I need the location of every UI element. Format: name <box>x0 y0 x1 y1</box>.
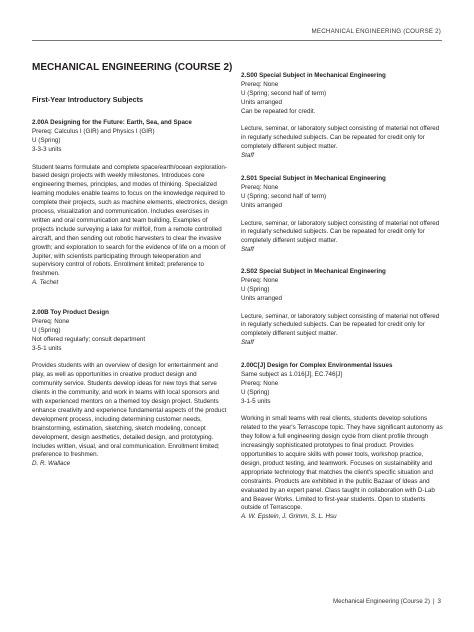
page-title: MECHANICAL ENGINEERING (COURSE 2) <box>32 62 233 73</box>
subject-title: 2.S00 Special Subject in Mechanical Engineering <box>241 72 386 79</box>
subject-instructor: A. Techet <box>32 279 59 287</box>
running-head: MECHANICAL ENGINEERING (COURSE 2) <box>311 28 441 35</box>
subject-title: 2.S01 Special Subject in Mechanical Engineering <box>241 175 386 182</box>
subject-units: Units arranged <box>241 201 282 209</box>
header-rule <box>32 40 442 41</box>
subject-prereq: Prereq: None <box>241 379 279 387</box>
subject-offering: Not offered regularly; consult department <box>32 335 146 343</box>
subject-units: 3-5-1 units <box>32 344 62 352</box>
subject-units: 3-1-5 units <box>241 397 271 405</box>
subject-units: Units arranged <box>241 294 282 302</box>
subject-prereq: Prereq: None <box>241 183 279 191</box>
subject-description: Lecture, seminar, or laboratory subject consisting of material not offered in regularly scheduled subjects. Can be repeated for credit only for completely different subject matter. <box>241 125 440 151</box>
subject-instructor: A. W. Epstein, J. Grimm, S. L. Hsu <box>241 513 337 521</box>
subject-description: Student teams formulate and complete space/earth/ocean exploration-based design projects with weekly milestones. Introduces core engineering themes, principles, and modes of thinking. Specialized learning modules enable teams to focus on the knowledge required to complete their projects, such as machine elements, electronics, design process, visualization and communication. Includes exercises in written and oral communication and team building. Examples of projects include surveying a lake for millfoil, from a remote controlled aircraft, and then sending out robotic harvesters to clear the invasive growth; and exploration to search for the evidence of life on a moon of Jupiter, with scientists participating through teleoperation and supervisory control of robots. Enrollment limited; preference to freshmen. <box>32 163 228 278</box>
subject-same-as: Same subject as 1.016[J], EC.746[J] <box>241 370 343 378</box>
footer-separator: | <box>432 598 435 605</box>
subject-term: U (Spring) <box>32 136 61 144</box>
subject-title: 2.00A Designing for the Future: Earth, Sea, and Space <box>32 119 192 126</box>
subject-instructor: Staff <box>241 339 254 347</box>
subject-description: Provides students with an overview of design for entertainment and play, as well as opportunities in creative product design and community service. Students develop ideas for new toys that serve clients in the community, and work in teams with local sponsors and with experienced mentors on a themed toy design project. Students enhance creativity and experience fundamental aspects of the product development process, including determining customer needs, brainstorming, estimation, sketching, sketch modeling, concept development, design aesthetics, detailed design, and prototyping. Includes written, visual, and oral communication. Enrollment limited; preference to freshmen. <box>32 362 227 459</box>
subject-units: 3-3-3 units <box>32 145 62 153</box>
subject-description: Lecture, seminar, or laboratory subject consisting of material not offered in regularly scheduled subjects. Can be repeated for credit only for completely different subject matter. <box>241 219 440 245</box>
subject-title: 2.S02 Special Subject in Mechanical Engineering <box>241 268 386 275</box>
section-heading: First-Year Introductory Subjects <box>32 95 144 104</box>
subject-2-00c <box>241 362 444 522</box>
subject-prereq: Prereq: None <box>241 80 279 88</box>
subject-instructor: D. R. Wallace <box>32 460 71 468</box>
subject-description: Lecture, seminar, or laboratory subject consisting of material not offered in regularly scheduled subjects. Can be repeated for credit only for completely different subject matter. <box>241 312 440 338</box>
subject-2-s01 <box>241 175 444 255</box>
subject-prereq: Prereq: Calculus I (GIR) and Physics I (GIR) <box>32 127 155 135</box>
subject-2-s02 <box>241 268 444 348</box>
subject-2-00b <box>32 309 228 469</box>
subject-prereq: Prereq: None <box>32 317 70 325</box>
footer-label: Mechanical Engineering (Course 2) <box>332 598 430 605</box>
subject-term: U (Spring) <box>241 285 270 293</box>
subject-title: 2.00C[J] Design for Complex Environmental Issues <box>241 362 393 369</box>
page-footer <box>333 598 441 605</box>
subject-2-00a <box>32 119 228 288</box>
subject-instructor: Staff <box>241 152 254 160</box>
subject-term: U (Spring) <box>32 326 61 334</box>
subject-repeat-note: Can be repeated for credit. <box>241 107 316 115</box>
subject-term: U (Spring; second half of term) <box>241 89 327 97</box>
subject-2-s00 <box>241 72 444 161</box>
page-number: 3 <box>437 598 441 605</box>
subject-title: 2.00B Toy Product Design <box>32 309 109 316</box>
subject-term: U (Spring) <box>241 388 270 396</box>
subject-description: Working in small teams with real clients, students develop solutions related to the year's Terrascope topic. They have significant autonomy as they follow a full engineering design cycle from client profile through increasingly sophisticated prototypes to final product. Provides opportunities to acquire skills with power tools, workshop practice, design, product testing, and teamwork. Focuses on sustainability and appropriate technology that matches the client's specific situation and constraints. Products are exhibited in the public Bazaar of Ideas and evaluated by an expert panel. Class taught in collaboration with D-Lab and Beaver Works. Limited to first-year students. Open to students outside of Terrascope. <box>241 415 443 512</box>
subject-instructor: Staff <box>241 246 254 254</box>
subject-units: Units arranged <box>241 98 282 106</box>
subject-term: U (Spring; second half of term) <box>241 192 327 200</box>
subject-prereq: Prereq: None <box>241 276 279 284</box>
